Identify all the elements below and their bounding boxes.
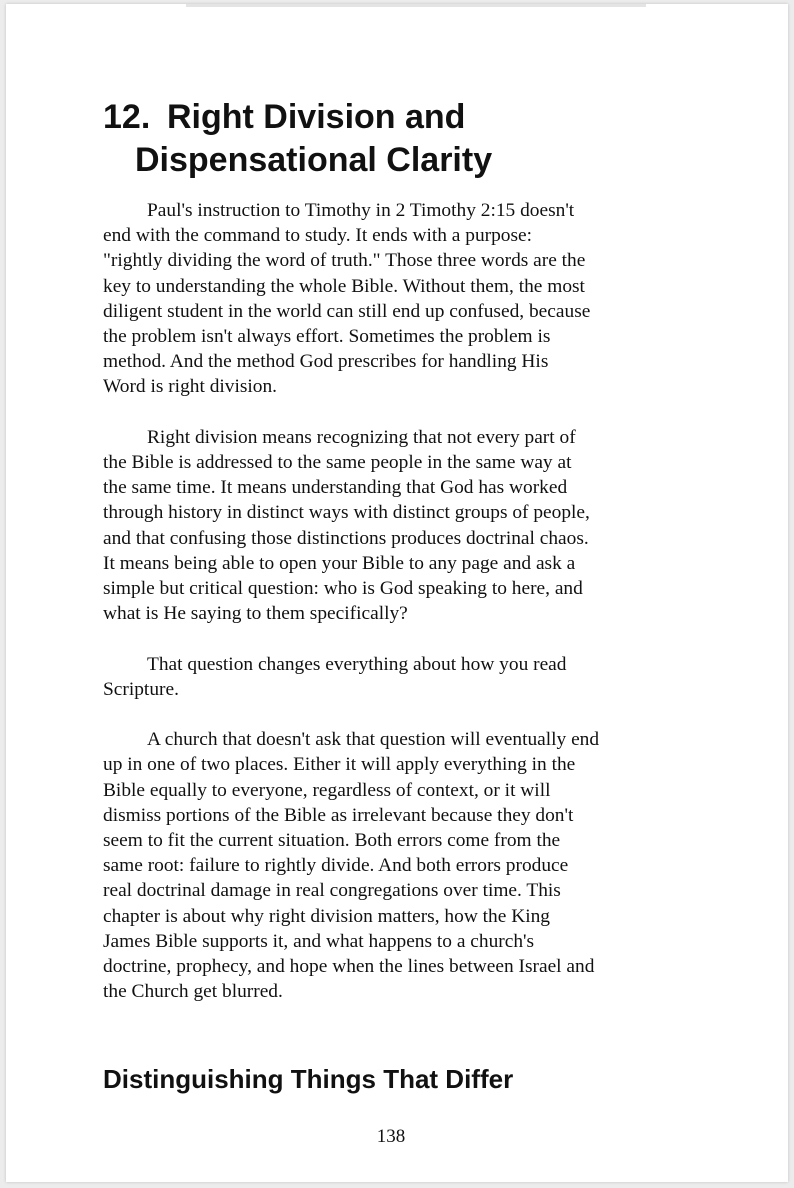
book-page (6, 4, 788, 1182)
chapter-title-line-1: Right Division and (167, 98, 466, 136)
chapter-title-line-2: Dispensational Clarity (135, 141, 493, 179)
paragraph-3: That question changes everything about how you read Scripture. (103, 653, 567, 700)
paragraph-2: Right division means recognizing that not every part of the Bible is addressed to the same people in the same way at the same time. It means understanding that God has worked through history in distinct ways with distinct groups of people, and that confusing those distinctions produces doctrinal chaos. It means being able to open your Bible to any page and ask a simple but critical question: who is God speaking to here, and what is He saying to them specifically? (103, 426, 590, 625)
paragraph-1: Paul's instruction to Timothy in 2 Timothy 2:15 doesn't end with the command to study. It ends with a purpose: "rightly dividing the word of truth." Those three words are the key to understanding the whole Bible. Without them, the most diligent student in the world can still end up confused, because the problem isn't always effort. Sometimes the problem is method. And the method God prescribes for handling His Word is right division. (103, 200, 591, 398)
chapter-number: 12. (103, 98, 151, 136)
chapter-title (103, 96, 492, 182)
paragraph-4: A church that doesn't ask that question will eventually end up in one of two places. Either it will apply everything in the Bible equally to everyone, regardless of context, or it will dismiss portions of the Bible as irrelevant because they don't seem to fit the current situation. Both errors come from the same root: failure to rightly divide. And both errors produce real doctrinal damage in real congregations over time. This chapter is about why right division matters, how the King James Bible supports it, and what happens to a church's doctrine, prophecy, and hope when the lines between Israel and the Church get blurred. (103, 729, 600, 1003)
chapter-body (103, 198, 671, 1004)
page-top-edge (186, 4, 646, 7)
page-number: 138 (376, 1126, 406, 1147)
section-heading: Distinguishing Things That Differ (103, 1064, 514, 1094)
